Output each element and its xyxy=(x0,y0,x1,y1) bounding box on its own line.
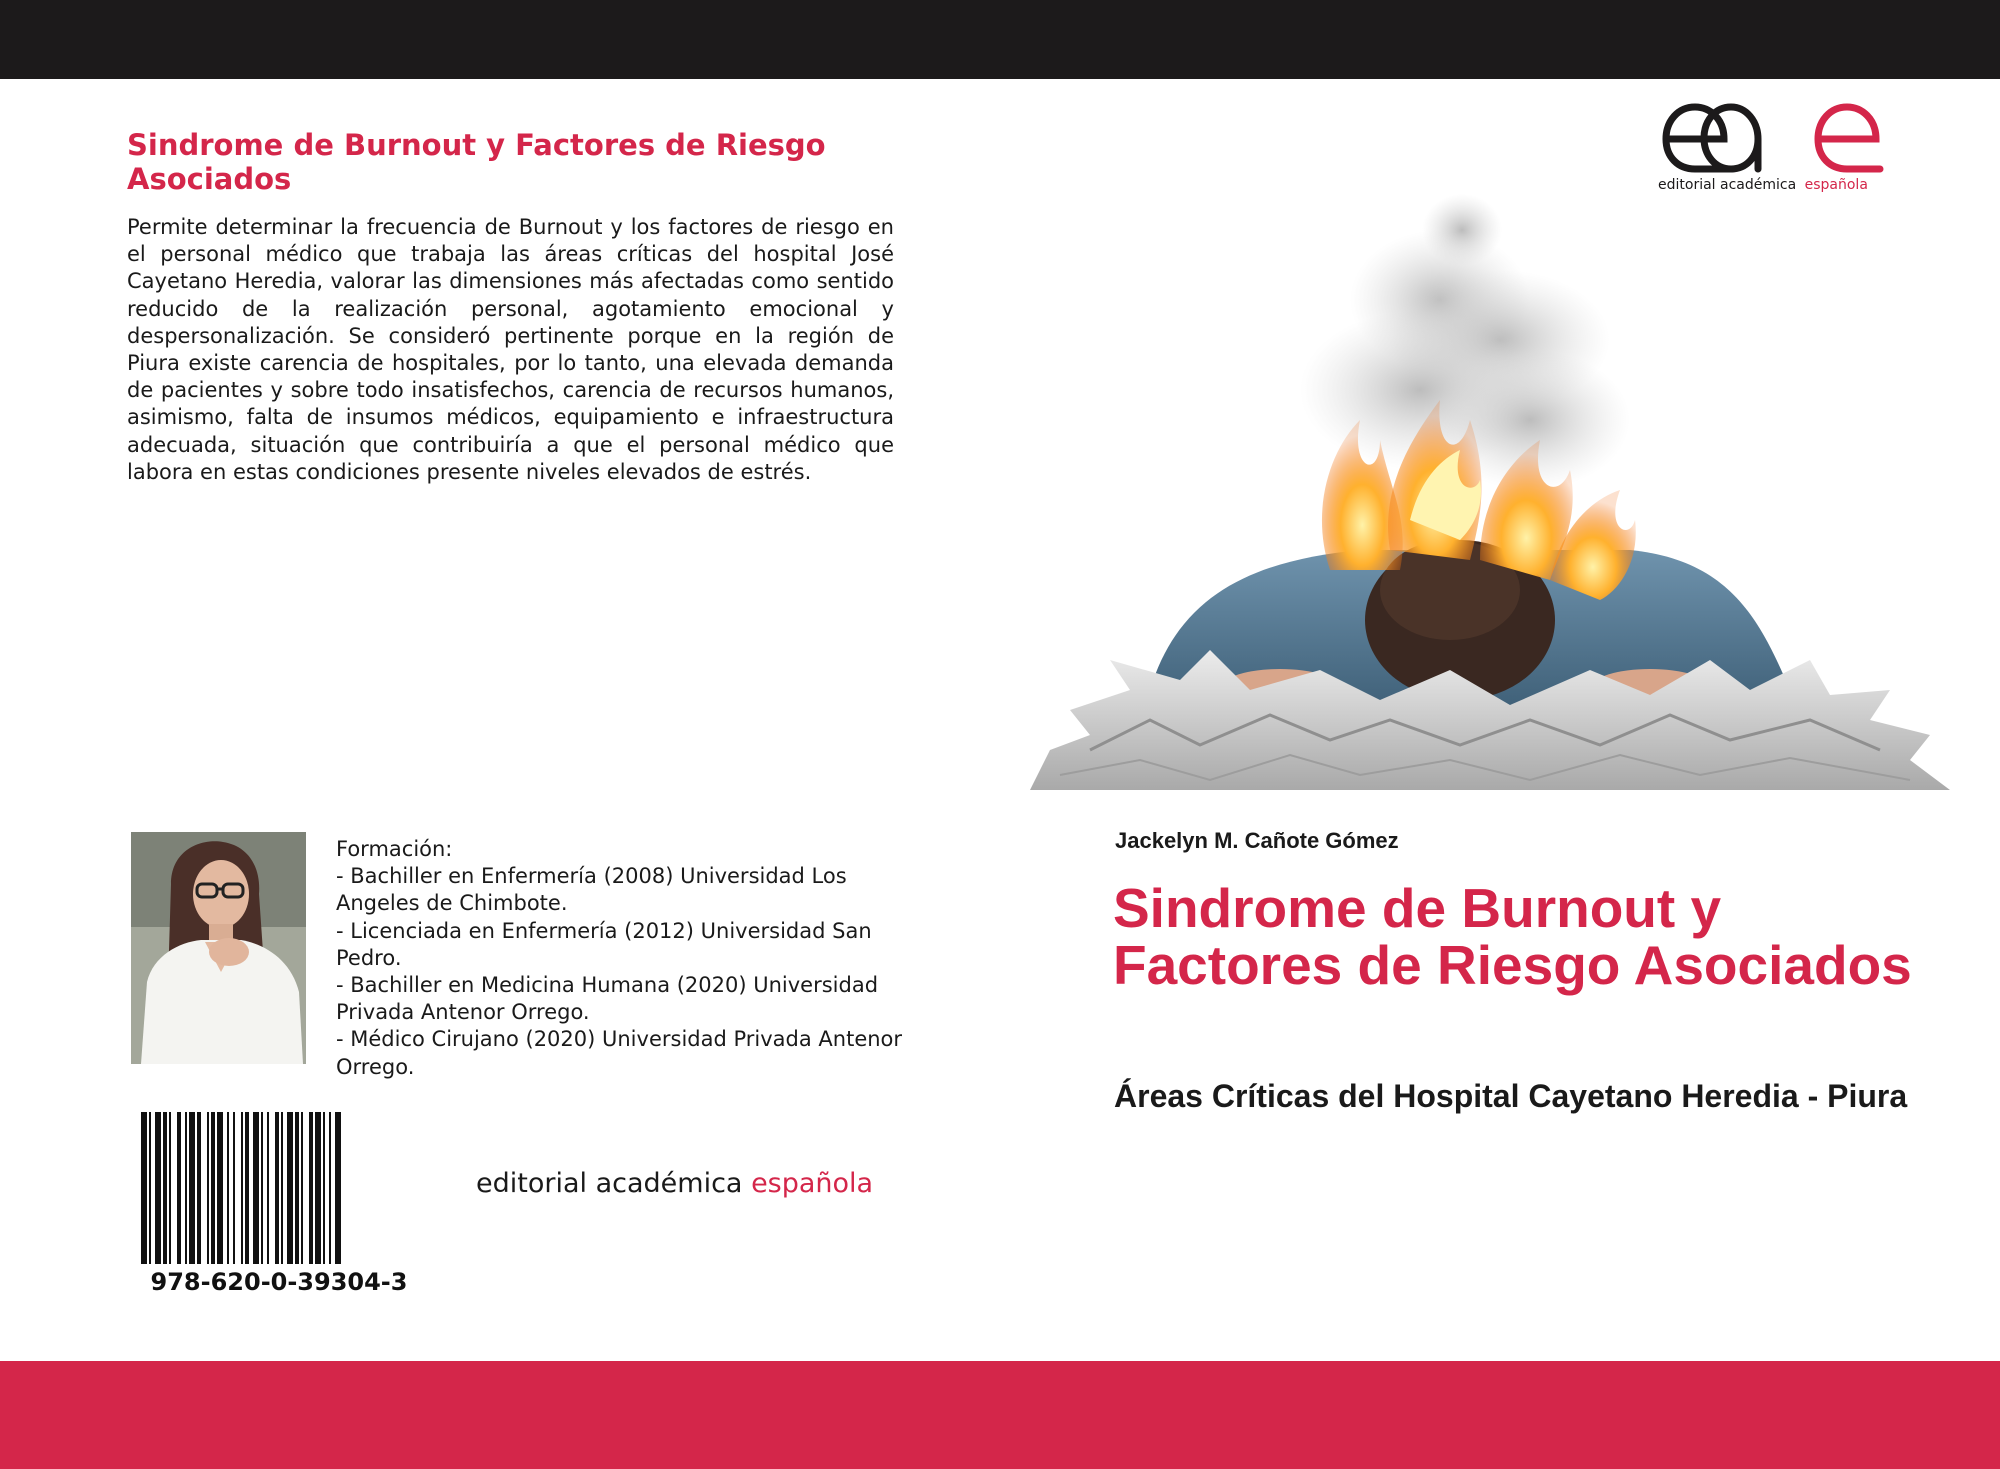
back-cover-blurb: Permite determinar la frecuencia de Burnout y los factores de riesgo en el personal médico que trabaja las áreas críticas del hospital José Cayetano Heredia, valorar las dimensiones más afectadas como sentido reducido de la realización personal, agotamiento emocional y despersonalización. Se consideró pertinente porque en la región de Piura existe carencia de hospitales, por lo tanto, una elevada demanda de pacientes y sobre todo insatisfechos, carencia de recursos humanos, asimismo, falta de insumos médicos, equipamiento e infraestructura adecuada, situación que contribuiría a que el personal médico que labora en estas condiciones presente niveles elevados de estrés. xyxy=(127,215,894,484)
barcode-bar xyxy=(335,1112,341,1264)
bio-line: - Licenciada en Enfermería (2012) Universidad San Pedro. xyxy=(336,918,872,970)
barcode-bar xyxy=(189,1112,195,1264)
barcode-bar xyxy=(233,1112,235,1264)
barcode-bar xyxy=(301,1112,303,1264)
barcode-bar xyxy=(177,1112,181,1264)
barcode-bar xyxy=(287,1112,293,1264)
barcode-bar xyxy=(169,1112,171,1264)
bottom-accent-band xyxy=(0,1361,2000,1469)
barcode-bar xyxy=(197,1112,201,1264)
barcode-image xyxy=(139,1112,419,1264)
barcode-bar xyxy=(211,1112,215,1264)
publisher-accent: española xyxy=(751,1168,874,1199)
barcode-bar xyxy=(207,1112,209,1264)
author-photo xyxy=(131,832,306,1064)
front-cover-author: Jackelyn M. Cañote Gómez xyxy=(1115,828,1399,853)
barcode-bar xyxy=(323,1112,325,1264)
logo-prefix: editorial académica xyxy=(1658,177,1797,193)
bio-line: - Bachiller en Enfermería (2008) Universidad Los Angeles de Chimbote. xyxy=(336,864,847,916)
barcode-bar xyxy=(315,1112,321,1264)
barcode-bar xyxy=(141,1112,147,1264)
front-cover-title: Sindrome de Burnout y Factores de Riesgo Asociados xyxy=(1113,877,1912,996)
back-publisher-name xyxy=(476,1168,936,1199)
barcode-bar xyxy=(241,1112,243,1264)
barcode-bar xyxy=(267,1112,269,1264)
publisher-prefix: editorial académica xyxy=(476,1168,743,1199)
bio-line: - Médico Cirujano (2020) Universidad Privada Antenor Orrego. xyxy=(336,1027,903,1079)
barcode-bar xyxy=(245,1112,249,1264)
isbn-number: 978-620-0-39304-3 xyxy=(150,1268,408,1296)
publisher-logo xyxy=(1658,95,1886,193)
barcode-bar xyxy=(309,1112,313,1264)
bio-line: Formación: xyxy=(336,837,453,861)
barcode-bar xyxy=(163,1112,167,1264)
back-cover-title: Sindrome de Burnout y Factores de Riesgo Asociados xyxy=(127,128,826,196)
barcode-bar xyxy=(217,1112,223,1264)
barcode-bar xyxy=(275,1112,279,1264)
barcode-bar xyxy=(185,1112,187,1264)
barcode-bar xyxy=(295,1112,299,1264)
barcode-bar xyxy=(227,1112,229,1264)
barcode-bar xyxy=(155,1112,161,1264)
logo-accent: española xyxy=(1804,177,1868,193)
barcode-bar xyxy=(261,1112,263,1264)
barcode-bar xyxy=(281,1112,283,1264)
front-cover-subtitle: Áreas Críticas del Hospital Cayetano Heredia - Piura xyxy=(1114,1078,1908,1114)
barcode-bar xyxy=(149,1112,151,1264)
barcode-bar xyxy=(329,1112,331,1264)
bio-line: - Bachiller en Medicina Humana (2020) Universidad Privada Antenor Orrego. xyxy=(336,973,879,1025)
author-biography xyxy=(336,836,916,1081)
barcode-bar xyxy=(253,1112,259,1264)
burnout-fire-illustration xyxy=(1030,190,1950,790)
top-dark-band xyxy=(0,0,2000,79)
